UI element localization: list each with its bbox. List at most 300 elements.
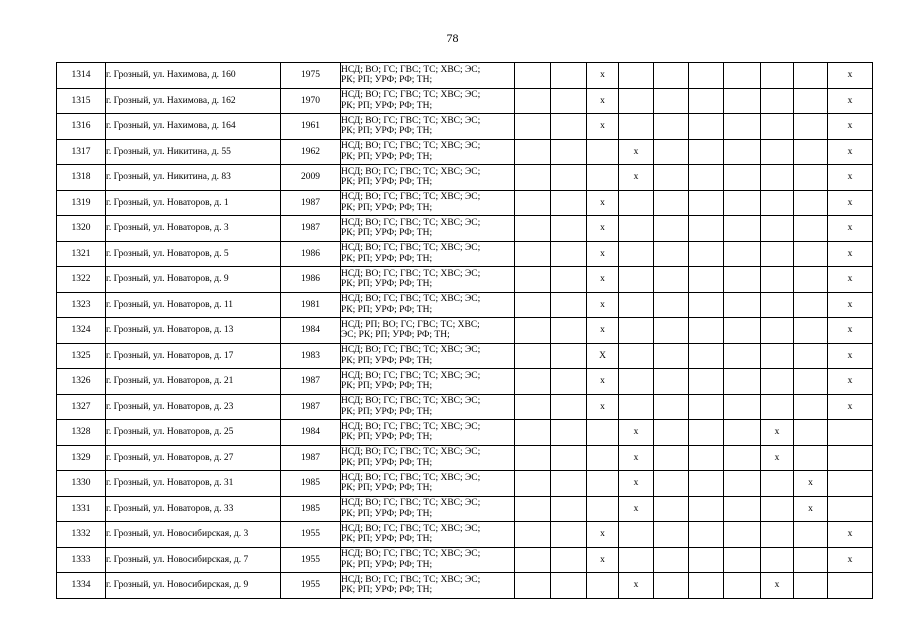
mark-cell: x: [794, 471, 828, 497]
mark-cell: [761, 139, 794, 165]
mark-cell: [761, 63, 794, 89]
address-cell: г. Грозный, ул. Новаторов, д. 23: [106, 394, 281, 420]
address-cell: г. Грозный, ул. Никитина, д. 83: [106, 165, 281, 191]
mark-cell: x: [587, 216, 619, 242]
table-row: [57, 216, 873, 242]
mark-cell: [551, 420, 587, 446]
works-line-1: НСД; РП; ВО; ГС; ГВС; ТС; ХВС;: [341, 319, 480, 330]
year-cell: 1987: [281, 445, 341, 471]
mark-cell: [619, 216, 654, 242]
address-cell: г. Грозный, ул. Новаторов, д. 11: [106, 292, 281, 318]
mark-cell: [828, 471, 873, 497]
address-cell: г. Грозный, ул. Новаторов, д. 21: [106, 369, 281, 395]
row-number-cell: 1326: [57, 369, 106, 395]
year-cell: 1985: [281, 496, 341, 522]
mark-cell: [724, 216, 761, 242]
mark-cell: [689, 88, 724, 114]
mark-cell: [654, 522, 689, 548]
mark-cell: [587, 445, 619, 471]
works-list-cell: [341, 471, 515, 497]
row-number-cell: 1329: [57, 445, 106, 471]
works-line-2: РК; РП; УРФ; РФ; ТН;: [341, 381, 433, 392]
row-number-cell: 1331: [57, 496, 106, 522]
mark-cell: [515, 420, 551, 446]
works-list-cell: [341, 445, 515, 471]
mark-cell: [619, 522, 654, 548]
mark-cell: [761, 216, 794, 242]
mark-cell: [515, 318, 551, 344]
address-cell: г. Грозный, ул. Новаторов, д. 3: [106, 216, 281, 242]
address-cell: г. Грозный, ул. Новосибирская, д. 7: [106, 547, 281, 573]
mark-cell: [724, 292, 761, 318]
row-number-cell: 1318: [57, 165, 106, 191]
mark-cell: [689, 547, 724, 573]
mark-cell: [551, 445, 587, 471]
row-number-cell: 1327: [57, 394, 106, 420]
mark-cell: [794, 445, 828, 471]
table-row: [57, 63, 873, 89]
works-line-2: РК; РП; УРФ; РФ; ТН;: [341, 559, 433, 570]
mark-cell: x: [587, 318, 619, 344]
mark-cell: [654, 496, 689, 522]
works-line-1: НСД; ВО; ГС; ГВС; ТС; ХВС; ЭС;: [341, 345, 481, 356]
mark-cell: [689, 496, 724, 522]
table-row: [57, 547, 873, 573]
mark-cell: [551, 573, 587, 599]
mark-cell: x: [828, 267, 873, 293]
table-row: [57, 88, 873, 114]
table-row: [57, 522, 873, 548]
works-list-cell: [341, 522, 515, 548]
mark-cell: [724, 343, 761, 369]
mark-cell: [724, 547, 761, 573]
row-number-cell: 1324: [57, 318, 106, 344]
mark-cell: [724, 88, 761, 114]
mark-cell: [654, 241, 689, 267]
mark-cell: [515, 114, 551, 140]
mark-cell: [794, 190, 828, 216]
table-row: [57, 445, 873, 471]
row-number-cell: 1320: [57, 216, 106, 242]
works-list-cell: [341, 139, 515, 165]
mark-cell: x: [619, 420, 654, 446]
mark-cell: [551, 63, 587, 89]
works-line-2: РК; РП; УРФ; РФ; ТН;: [341, 304, 433, 315]
works-line-1: НСД; ВО; ГС; ГВС; ТС; ХВС; ЭС;: [341, 217, 481, 228]
table-row: [57, 190, 873, 216]
mark-cell: [551, 547, 587, 573]
mark-cell: [551, 292, 587, 318]
mark-cell: [515, 241, 551, 267]
table-row: [57, 241, 873, 267]
mark-cell: [619, 114, 654, 140]
works-line-1: НСД; ВО; ГС; ГВС; ТС; ХВС; ЭС;: [341, 370, 481, 381]
mark-cell: [654, 216, 689, 242]
mark-cell: x: [619, 165, 654, 191]
table-row: [57, 369, 873, 395]
mark-cell: [689, 292, 724, 318]
table-row: [57, 394, 873, 420]
mark-cell: [724, 420, 761, 446]
works-list-cell: [341, 267, 515, 293]
row-number-cell: 1322: [57, 267, 106, 293]
mark-cell: [515, 547, 551, 573]
mark-cell: [515, 190, 551, 216]
works-line-2: РК; РП; УРФ; РФ; ТН;: [341, 279, 433, 290]
mark-cell: x: [587, 522, 619, 548]
mark-cell: [515, 369, 551, 395]
mark-cell: [794, 573, 828, 599]
row-number-cell: 1325: [57, 343, 106, 369]
address-cell: г. Грозный, ул. Новаторов, д. 9: [106, 267, 281, 293]
mark-cell: [654, 88, 689, 114]
mark-cell: [619, 394, 654, 420]
mark-cell: [724, 496, 761, 522]
mark-cell: [689, 394, 724, 420]
works-list-cell: [341, 63, 515, 89]
mark-cell: [724, 165, 761, 191]
mark-cell: x: [587, 267, 619, 293]
year-cell: 1983: [281, 343, 341, 369]
mark-cell: [794, 394, 828, 420]
year-cell: 1985: [281, 471, 341, 497]
address-cell: г. Грозный, ул. Новаторов, д. 33: [106, 496, 281, 522]
mark-cell: [587, 573, 619, 599]
mark-cell: [587, 139, 619, 165]
mark-cell: [551, 318, 587, 344]
year-cell: 2009: [281, 165, 341, 191]
works-line-2: РК; РП; УРФ; РФ; ТН;: [341, 585, 433, 596]
address-cell: г. Грозный, ул. Новаторов, д. 17: [106, 343, 281, 369]
mark-cell: [794, 114, 828, 140]
works-line-2: ЭС; РК; РП; УРФ; РФ; ТН;: [341, 330, 450, 341]
row-number-cell: 1333: [57, 547, 106, 573]
mark-cell: [689, 522, 724, 548]
mark-cell: [654, 318, 689, 344]
year-cell: 1961: [281, 114, 341, 140]
address-cell: г. Грозный, ул. Новаторов, д. 1: [106, 190, 281, 216]
mark-cell: x: [587, 241, 619, 267]
housing-registry-table: [56, 62, 873, 599]
address-cell: г. Грозный, ул. Новаторов, д. 25: [106, 420, 281, 446]
works-line-2: РК; РП; УРФ; РФ; ТН;: [341, 355, 433, 366]
year-cell: 1955: [281, 547, 341, 573]
works-line-1: НСД; ВО; ГС; ГВС; ТС; ХВС; ЭС;: [341, 447, 481, 458]
mark-cell: x: [828, 63, 873, 89]
mark-cell: [654, 343, 689, 369]
works-line-1: НСД; ВО; ГС; ГВС; ТС; ХВС; ЭС;: [341, 192, 481, 203]
mark-cell: x: [828, 241, 873, 267]
mark-cell: [515, 445, 551, 471]
address-cell: г. Грозный, ул. Новаторов, д. 27: [106, 445, 281, 471]
mark-cell: x: [619, 139, 654, 165]
mark-cell: [689, 445, 724, 471]
mark-cell: [724, 63, 761, 89]
mark-cell: [654, 369, 689, 395]
mark-cell: [689, 114, 724, 140]
mark-cell: [724, 190, 761, 216]
works-line-2: РК; РП; УРФ; РФ; ТН;: [341, 177, 433, 188]
table-row: [57, 573, 873, 599]
address-cell: г. Грозный, ул. Новосибирская, д. 3: [106, 522, 281, 548]
works-list-cell: [341, 292, 515, 318]
works-list-cell: [341, 190, 515, 216]
works-line-1: НСД; ВО; ГС; ГВС; ТС; ХВС; ЭС;: [341, 268, 481, 279]
mark-cell: [515, 343, 551, 369]
mark-cell: [515, 522, 551, 548]
works-list-cell: [341, 343, 515, 369]
mark-cell: [551, 190, 587, 216]
mark-cell: [761, 496, 794, 522]
address-cell: г. Грозный, ул. Нахимова, д. 162: [106, 88, 281, 114]
works-list-cell: [341, 573, 515, 599]
mark-cell: [654, 420, 689, 446]
table-row: [57, 114, 873, 140]
year-cell: 1986: [281, 241, 341, 267]
mark-cell: x: [619, 471, 654, 497]
mark-cell: [654, 471, 689, 497]
mark-cell: x: [828, 190, 873, 216]
mark-cell: [794, 522, 828, 548]
mark-cell: [619, 292, 654, 318]
mark-cell: [724, 522, 761, 548]
mark-cell: [724, 394, 761, 420]
mark-cell: [654, 547, 689, 573]
mark-cell: [551, 496, 587, 522]
year-cell: 1975: [281, 63, 341, 89]
mark-cell: [794, 241, 828, 267]
works-line-1: НСД; ВО; ГС; ГВС; ТС; ХВС; ЭС;: [341, 115, 481, 126]
row-number-cell: 1315: [57, 88, 106, 114]
mark-cell: [689, 241, 724, 267]
works-line-1: НСД; ВО; ГС; ГВС; ТС; ХВС; ЭС;: [341, 64, 481, 75]
mark-cell: x: [587, 369, 619, 395]
works-list-cell: [341, 165, 515, 191]
mark-cell: x: [828, 165, 873, 191]
works-line-2: РК; РП; УРФ; РФ; ТН;: [341, 228, 433, 239]
mark-cell: [619, 267, 654, 293]
mark-cell: [724, 139, 761, 165]
mark-cell: [587, 165, 619, 191]
mark-cell: [551, 114, 587, 140]
mark-cell: [689, 190, 724, 216]
mark-cell: [724, 241, 761, 267]
mark-cell: x: [794, 496, 828, 522]
works-line-1: НСД; ВО; ГС; ГВС; ТС; ХВС; ЭС;: [341, 294, 481, 305]
row-number-cell: 1328: [57, 420, 106, 446]
mark-cell: x: [828, 88, 873, 114]
mark-cell: [654, 292, 689, 318]
address-cell: г. Грозный, ул. Новаторов, д. 13: [106, 318, 281, 344]
works-list-cell: [341, 394, 515, 420]
works-list-cell: [341, 496, 515, 522]
mark-cell: [761, 369, 794, 395]
mark-cell: [724, 445, 761, 471]
mark-cell: [654, 573, 689, 599]
mark-cell: [551, 369, 587, 395]
table-row: [57, 139, 873, 165]
year-cell: 1962: [281, 139, 341, 165]
mark-cell: x: [587, 394, 619, 420]
row-number-cell: 1314: [57, 63, 106, 89]
mark-cell: [761, 318, 794, 344]
row-number-cell: 1317: [57, 139, 106, 165]
mark-cell: X: [587, 343, 619, 369]
mark-cell: [761, 241, 794, 267]
mark-cell: [551, 165, 587, 191]
year-cell: 1987: [281, 216, 341, 242]
works-list-cell: [341, 369, 515, 395]
mark-cell: x: [828, 139, 873, 165]
mark-cell: x: [828, 216, 873, 242]
works-line-1: НСД; ВО; ГС; ГВС; ТС; ХВС; ЭС;: [341, 498, 481, 509]
mark-cell: [515, 63, 551, 89]
mark-cell: [689, 267, 724, 293]
mark-cell: [515, 496, 551, 522]
mark-cell: [654, 267, 689, 293]
mark-cell: [587, 420, 619, 446]
row-number-cell: 1330: [57, 471, 106, 497]
mark-cell: x: [828, 318, 873, 344]
mark-cell: x: [587, 292, 619, 318]
mark-cell: [654, 139, 689, 165]
table-row: [57, 343, 873, 369]
mark-cell: [689, 165, 724, 191]
works-line-1: НСД; ВО; ГС; ГВС; ТС; ХВС; ЭС;: [341, 90, 481, 101]
mark-cell: [724, 267, 761, 293]
works-line-1: НСД; ВО; ГС; ГВС; ТС; ХВС; ЭС;: [341, 472, 481, 483]
works-line-1: НСД; ВО; ГС; ГВС; ТС; ХВС; ЭС;: [341, 141, 481, 152]
mark-cell: [761, 471, 794, 497]
table-row: [57, 420, 873, 446]
works-line-1: НСД; ВО; ГС; ГВС; ТС; ХВС; ЭС;: [341, 523, 481, 534]
mark-cell: x: [828, 114, 873, 140]
mark-cell: [689, 369, 724, 395]
mark-cell: x: [761, 420, 794, 446]
mark-cell: [689, 63, 724, 89]
mark-cell: [619, 241, 654, 267]
mark-cell: [587, 471, 619, 497]
mark-cell: [761, 88, 794, 114]
mark-cell: [619, 63, 654, 89]
mark-cell: x: [828, 292, 873, 318]
mark-cell: [551, 88, 587, 114]
mark-cell: [689, 420, 724, 446]
mark-cell: [724, 471, 761, 497]
mark-cell: [619, 343, 654, 369]
mark-cell: [794, 63, 828, 89]
page-number: 78: [446, 31, 459, 45]
mark-cell: x: [761, 573, 794, 599]
year-cell: 1955: [281, 522, 341, 548]
works-line-2: РК; РП; УРФ; РФ; ТН;: [341, 534, 433, 545]
works-line-2: РК; РП; УРФ; РФ; ТН;: [341, 508, 433, 519]
mark-cell: x: [587, 88, 619, 114]
year-cell: 1984: [281, 420, 341, 446]
works-list-cell: [341, 420, 515, 446]
works-list-cell: [341, 114, 515, 140]
address-cell: г. Грозный, ул. Новосибирская, д. 9: [106, 573, 281, 599]
mark-cell: [794, 420, 828, 446]
mark-cell: [724, 114, 761, 140]
mark-cell: [619, 318, 654, 344]
address-cell: г. Грозный, ул. Новаторов, д. 5: [106, 241, 281, 267]
mark-cell: [654, 445, 689, 471]
address-cell: г. Грозный, ул. Нахимова, д. 160: [106, 63, 281, 89]
mark-cell: [794, 88, 828, 114]
row-number-cell: 1319: [57, 190, 106, 216]
address-cell: г. Грозный, ул. Никитина, д. 55: [106, 139, 281, 165]
mark-cell: x: [828, 343, 873, 369]
works-line-2: РК; РП; УРФ; РФ; ТН;: [341, 253, 433, 264]
mark-cell: [724, 318, 761, 344]
mark-cell: x: [828, 369, 873, 395]
works-line-2: РК; РП; УРФ; РФ; ТН;: [341, 126, 433, 137]
table-row: [57, 496, 873, 522]
mark-cell: [654, 394, 689, 420]
mark-cell: [794, 139, 828, 165]
mark-cell: x: [587, 114, 619, 140]
mark-cell: [761, 165, 794, 191]
address-cell: г. Грозный, ул. Новаторов, д. 31: [106, 471, 281, 497]
mark-cell: [654, 165, 689, 191]
mark-cell: [587, 496, 619, 522]
year-cell: 1970: [281, 88, 341, 114]
mark-cell: [761, 267, 794, 293]
year-cell: 1984: [281, 318, 341, 344]
works-list-cell: [341, 216, 515, 242]
mark-cell: [551, 267, 587, 293]
mark-cell: [689, 471, 724, 497]
year-cell: 1986: [281, 267, 341, 293]
mark-cell: [761, 114, 794, 140]
mark-cell: [515, 88, 551, 114]
mark-cell: [794, 343, 828, 369]
mark-cell: [654, 114, 689, 140]
mark-cell: x: [828, 522, 873, 548]
works-line-1: НСД; ВО; ГС; ГВС; ТС; ХВС; ЭС;: [341, 396, 481, 407]
mark-cell: [689, 216, 724, 242]
mark-cell: [794, 369, 828, 395]
table-row: [57, 267, 873, 293]
mark-cell: x: [761, 445, 794, 471]
mark-cell: [551, 522, 587, 548]
address-cell: г. Грозный, ул. Нахимова, д. 164: [106, 114, 281, 140]
mark-cell: [551, 139, 587, 165]
table-row: [57, 165, 873, 191]
mark-cell: [828, 496, 873, 522]
mark-cell: [515, 292, 551, 318]
mark-cell: [619, 547, 654, 573]
mark-cell: [828, 573, 873, 599]
works-line-2: РК; РП; УРФ; РФ; ТН;: [341, 406, 433, 417]
works-line-2: РК; РП; УРФ; РФ; ТН;: [341, 100, 433, 111]
works-line-2: РК; РП; УРФ; РФ; ТН;: [341, 75, 433, 86]
mark-cell: x: [587, 63, 619, 89]
works-line-1: НСД; ВО; ГС; ГВС; ТС; ХВС; ЭС;: [341, 421, 481, 432]
mark-cell: [551, 241, 587, 267]
row-number-cell: 1332: [57, 522, 106, 548]
mark-cell: [515, 471, 551, 497]
table-row: [57, 471, 873, 497]
mark-cell: [761, 547, 794, 573]
mark-cell: [794, 292, 828, 318]
year-cell: 1987: [281, 190, 341, 216]
mark-cell: [515, 165, 551, 191]
mark-cell: [794, 547, 828, 573]
mark-cell: [761, 394, 794, 420]
mark-cell: [619, 190, 654, 216]
